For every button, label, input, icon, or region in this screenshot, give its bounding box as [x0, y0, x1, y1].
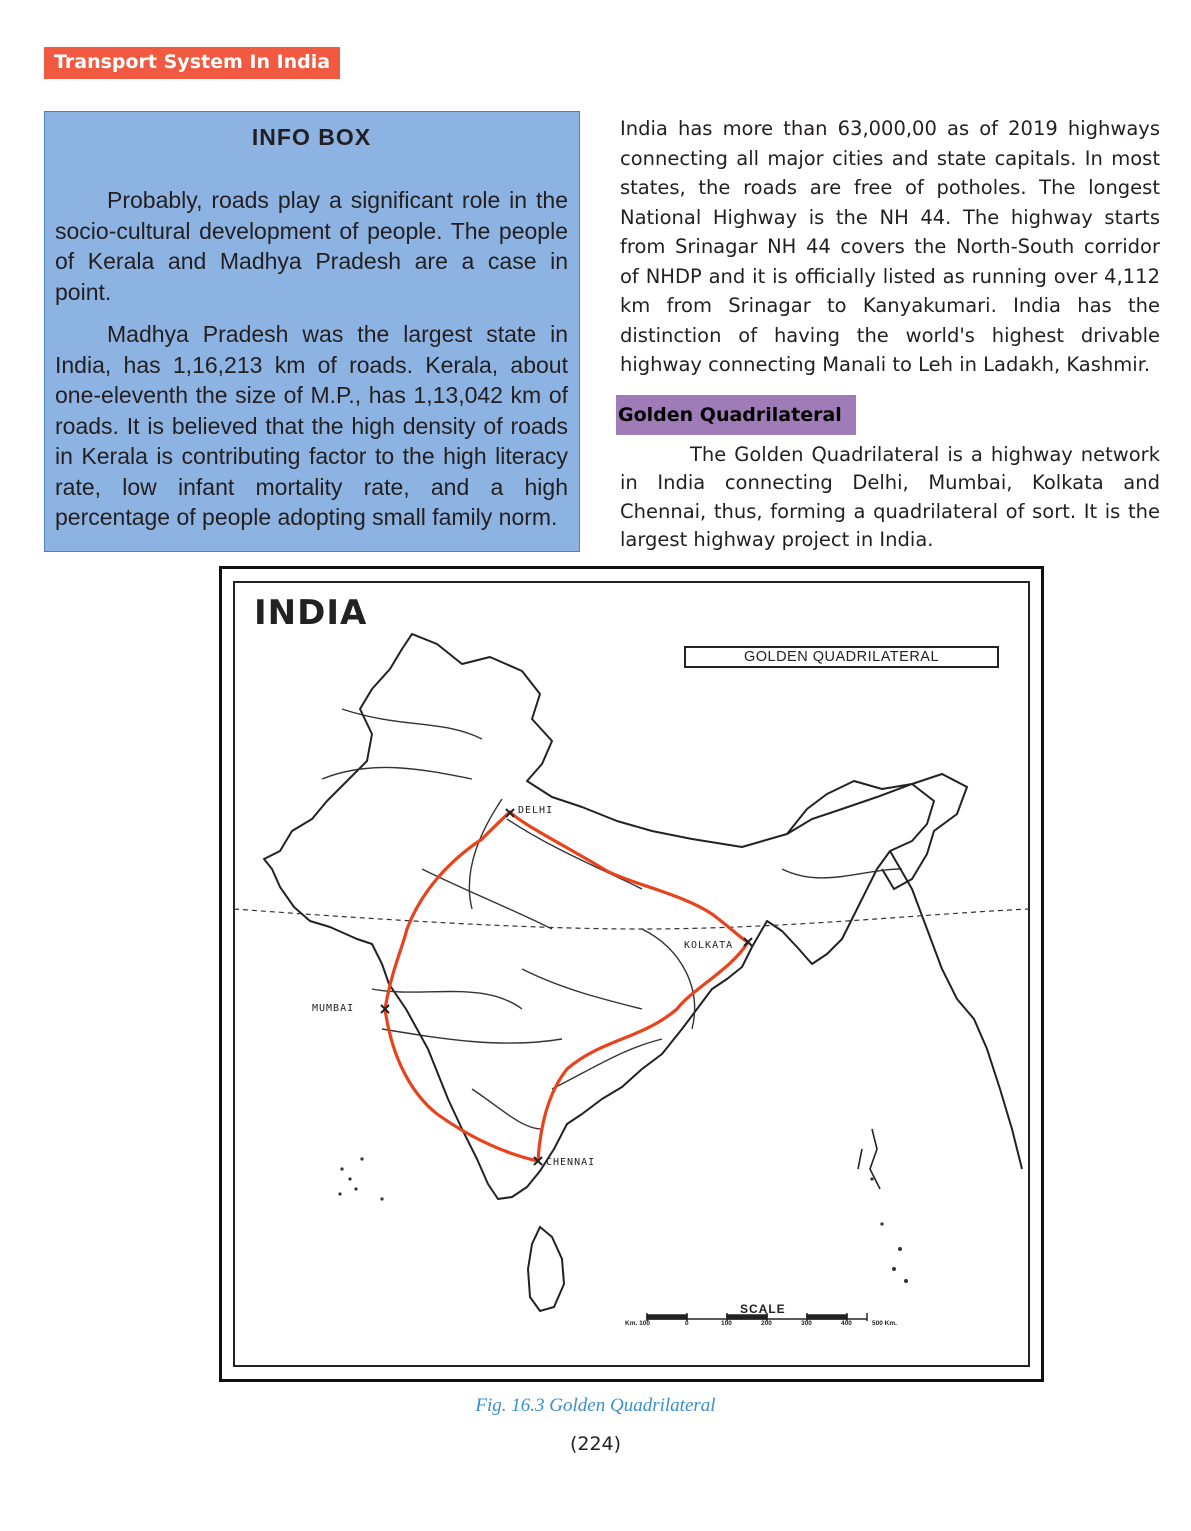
map-inner-border — [234, 582, 1029, 1366]
scale-label: 0 — [685, 1320, 689, 1327]
city-label-kolkata: KOLKATA — [684, 940, 734, 951]
section-heading-golden-quadrilateral: Golden Quadrilateral — [616, 395, 856, 435]
page-number: (224) — [569, 1433, 622, 1455]
internal-lines — [322, 709, 902, 1129]
figure-caption: Fig. 16.3 Golden Quadrilateral — [475, 1395, 716, 1416]
scale-label: Km. 100 — [625, 1320, 650, 1327]
chapter-header-tag: Transport System In India — [44, 47, 340, 79]
city-label-delhi: DELHI — [518, 805, 554, 816]
info-box-paragraph: Madhya Pradesh was the largest state in India, has 1,16,213 km of roads. Kerala, about one-eleventh the size of M.P., has 1,13,042 km of roads. It is believed that the high density of roads in Kerala is contributing factor to the high literacy rate, low infant mortality rate, and a high percentage of people adopting small family norm. — [55, 321, 568, 530]
info-box — [44, 111, 580, 552]
tropic-of-cancer — [234, 909, 1029, 929]
sri-lanka-outline — [528, 1227, 564, 1311]
highways-paragraph: India has more than 63,000,00 as of 2019 highways connecting all major cities and state capitals. In most states, the roads are free of potholes. The longest National Highway is the NH 44. The highway starts from Srinagar NH 44 covers the North-South corridor of NHDP and it is officially listed as running over 4,112 km from Srinagar to Kanyakumari. India has the distinction of having the world's highest drivable highway connecting Manali to Leh in Ladakh, Kashmir. — [620, 117, 1160, 376]
city-label-chennai: CHENNAI — [546, 1157, 596, 1168]
scale-label: 300 — [801, 1320, 812, 1327]
info-box-title: INFO BOX — [251, 124, 372, 150]
info-box-paragraph: Probably, roads play a significant role in the socio-cultural development of people. The people of Kerala and Madhya Pradesh are a case in point. — [55, 187, 568, 305]
map-title: INDIA — [254, 593, 368, 633]
islands — [338, 1157, 908, 1283]
india-outline — [264, 634, 934, 1199]
city-label-mumbai: MUMBAI — [312, 1003, 355, 1014]
scale-label: 100 — [721, 1320, 732, 1327]
andaman-islands — [858, 1129, 880, 1189]
map-legend: GOLDEN QUADRILATERAL — [684, 646, 999, 668]
scale-label: 500 Km. — [872, 1320, 897, 1327]
myanmar-outline — [890, 851, 1022, 1169]
india-map-figure — [219, 566, 1044, 1382]
scale-title: SCALE — [740, 1302, 786, 1316]
scale-label: 400 — [841, 1320, 852, 1327]
scale-label: 200 — [761, 1320, 772, 1327]
golden-quadrilateral-route — [385, 812, 748, 1161]
india-map-drawing — [222, 569, 1041, 1379]
golden-quadrilateral-paragraph: The Golden Quadrilateral is a highway network in India connecting Delhi, Mumbai, Kolkata and Chennai, thus, forming a quadrilateral of sort. It is the largest highway project in India. — [620, 442, 1160, 551]
right-column — [620, 114, 1160, 555]
